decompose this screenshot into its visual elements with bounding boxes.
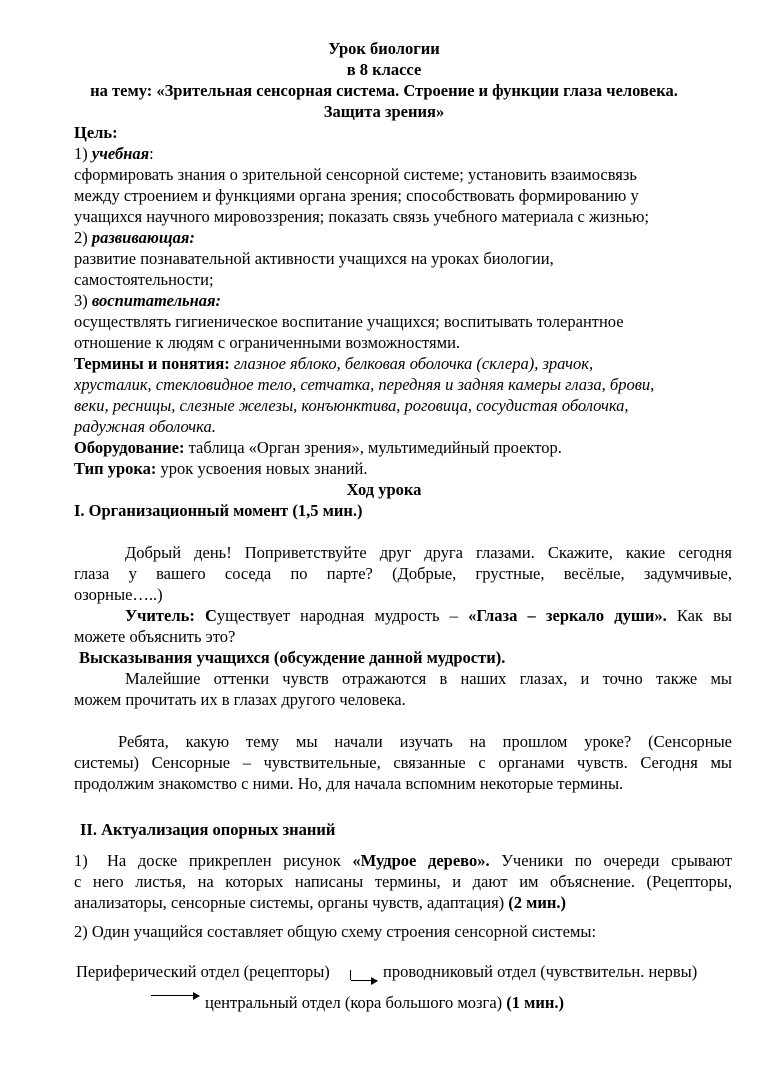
goal-2-title: 2) развивающая: bbox=[74, 228, 195, 247]
section-2-heading: II. Актуализация опорных знаний bbox=[80, 820, 336, 839]
goal-3-title: 3) воспитательная: bbox=[74, 291, 221, 310]
scheme-arrow-right bbox=[151, 995, 199, 996]
item-1-number: 1) bbox=[74, 851, 88, 870]
terms-line: веки, ресницы, слезные железы, конъюнктива, роговица, сосудистая оболочка, bbox=[74, 396, 629, 415]
goal-2-line: развитие познавательной активности учащихся на уроках биологии, bbox=[74, 249, 554, 268]
terms-line: Термины и понятия: глазное яблоко, белковая оболочка (склера), зрачок, bbox=[74, 354, 594, 373]
lesson-grade: в 8 классе bbox=[346, 60, 422, 79]
scheme-arrow-right bbox=[351, 980, 377, 981]
greeting-line: Добрый день! Поприветствуйте друг друга глазами. Скажите, какие сегодня bbox=[125, 543, 732, 562]
lesson-type-line: Тип урока: урок усвоения новых знаний. bbox=[74, 459, 368, 478]
goal-3-line: осуществлять гигиеническое воспитание учащихся; воспитывать толерантное bbox=[74, 312, 624, 331]
goal-1-title: 1) учебная: bbox=[74, 144, 154, 163]
teacher-line: можете объяснить это? bbox=[74, 627, 236, 646]
review-line: продолжим знакомство с ними. Но, для начала вспомним некоторые термины. bbox=[74, 774, 624, 793]
goal-1-line: между строением и функциями органа зрения; способствовать формированию у bbox=[74, 186, 639, 205]
wisdom-line: можем прочитать их в глазах другого человека. bbox=[74, 690, 406, 709]
wisdom-line: Малейшие оттенки чувств отражаются в наших глазах, и точно также мы bbox=[125, 669, 732, 688]
terms-line: хрусталик, стекловидное тело, сетчатка, передняя и задняя камеры глаза, брови, bbox=[74, 375, 655, 394]
review-line: системы) Сенсорные – чувствительные, связанные с органами чувств. Сегодня мы bbox=[74, 753, 732, 772]
scheme-peripheral: Периферический отдел (рецепторы) bbox=[76, 962, 330, 981]
goals-heading: Цель: bbox=[74, 123, 118, 142]
review-line: Ребята, какую тему мы начали изучать на прошлом уроке? (Сенсорные bbox=[118, 732, 732, 751]
goal-2-line: самостоятельности; bbox=[74, 270, 214, 289]
goal-3-line: отношение к людям с ограниченными возможностями. bbox=[74, 333, 461, 352]
scheme-conductive: проводниковый отдел (чувствительн. нервы) bbox=[383, 962, 698, 981]
course-heading: Ход урока bbox=[346, 480, 422, 499]
item-1-line: анализаторы, сенсорные системы, органы чувств, адаптация) (2 мин.) bbox=[74, 893, 567, 912]
lesson-topic-line2: Защита зрения» bbox=[323, 102, 445, 121]
terms-line: радужная оболочка. bbox=[74, 417, 216, 436]
equipment-line: Оборудование: таблица «Орган зрения», мультимедийный проектор. bbox=[74, 438, 562, 457]
lesson-title: Урок биологии bbox=[328, 39, 440, 58]
goal-1-line: учащихся научного мировоззрения; показать связь учебного материала с жизнью; bbox=[74, 207, 649, 226]
greeting-line: глаза у вашего соседа по парте? (Добрые, грустные, весёлые, задумчивые, bbox=[74, 564, 732, 583]
item-1-line: с него листья, на которых написаны термины, и дают им объяснение. (Рецепторы, bbox=[74, 872, 732, 891]
goal-1-line: сформировать знания о зрительной сенсорной системе; установить взаимосвязь bbox=[74, 165, 637, 184]
scheme-central: центральный отдел (кора большого мозга) (1 мин.) bbox=[205, 993, 565, 1012]
students-heading: Высказывания учащихся (обсуждение данной мудрости). bbox=[79, 648, 506, 667]
item-1-line: На доске прикреплен рисунок «Мудрое дерево». Ученики по очереди срывают bbox=[107, 851, 732, 870]
greeting-line: озорные…..) bbox=[74, 585, 163, 604]
scheme-connector bbox=[350, 970, 351, 980]
item-2-line: 2) Один учащийся составляет общую схему строения сенсорной системы: bbox=[74, 922, 597, 941]
teacher-line: Учитель: Существует народная мудрость – «Глаза – зеркало души». Как вы bbox=[125, 606, 732, 625]
lesson-topic-line1: на тему: «Зрительная сенсорная система. Строение и функции глаза человека. bbox=[90, 81, 678, 100]
section-1-heading: I. Организационный момент (1,5 мин.) bbox=[74, 501, 363, 520]
